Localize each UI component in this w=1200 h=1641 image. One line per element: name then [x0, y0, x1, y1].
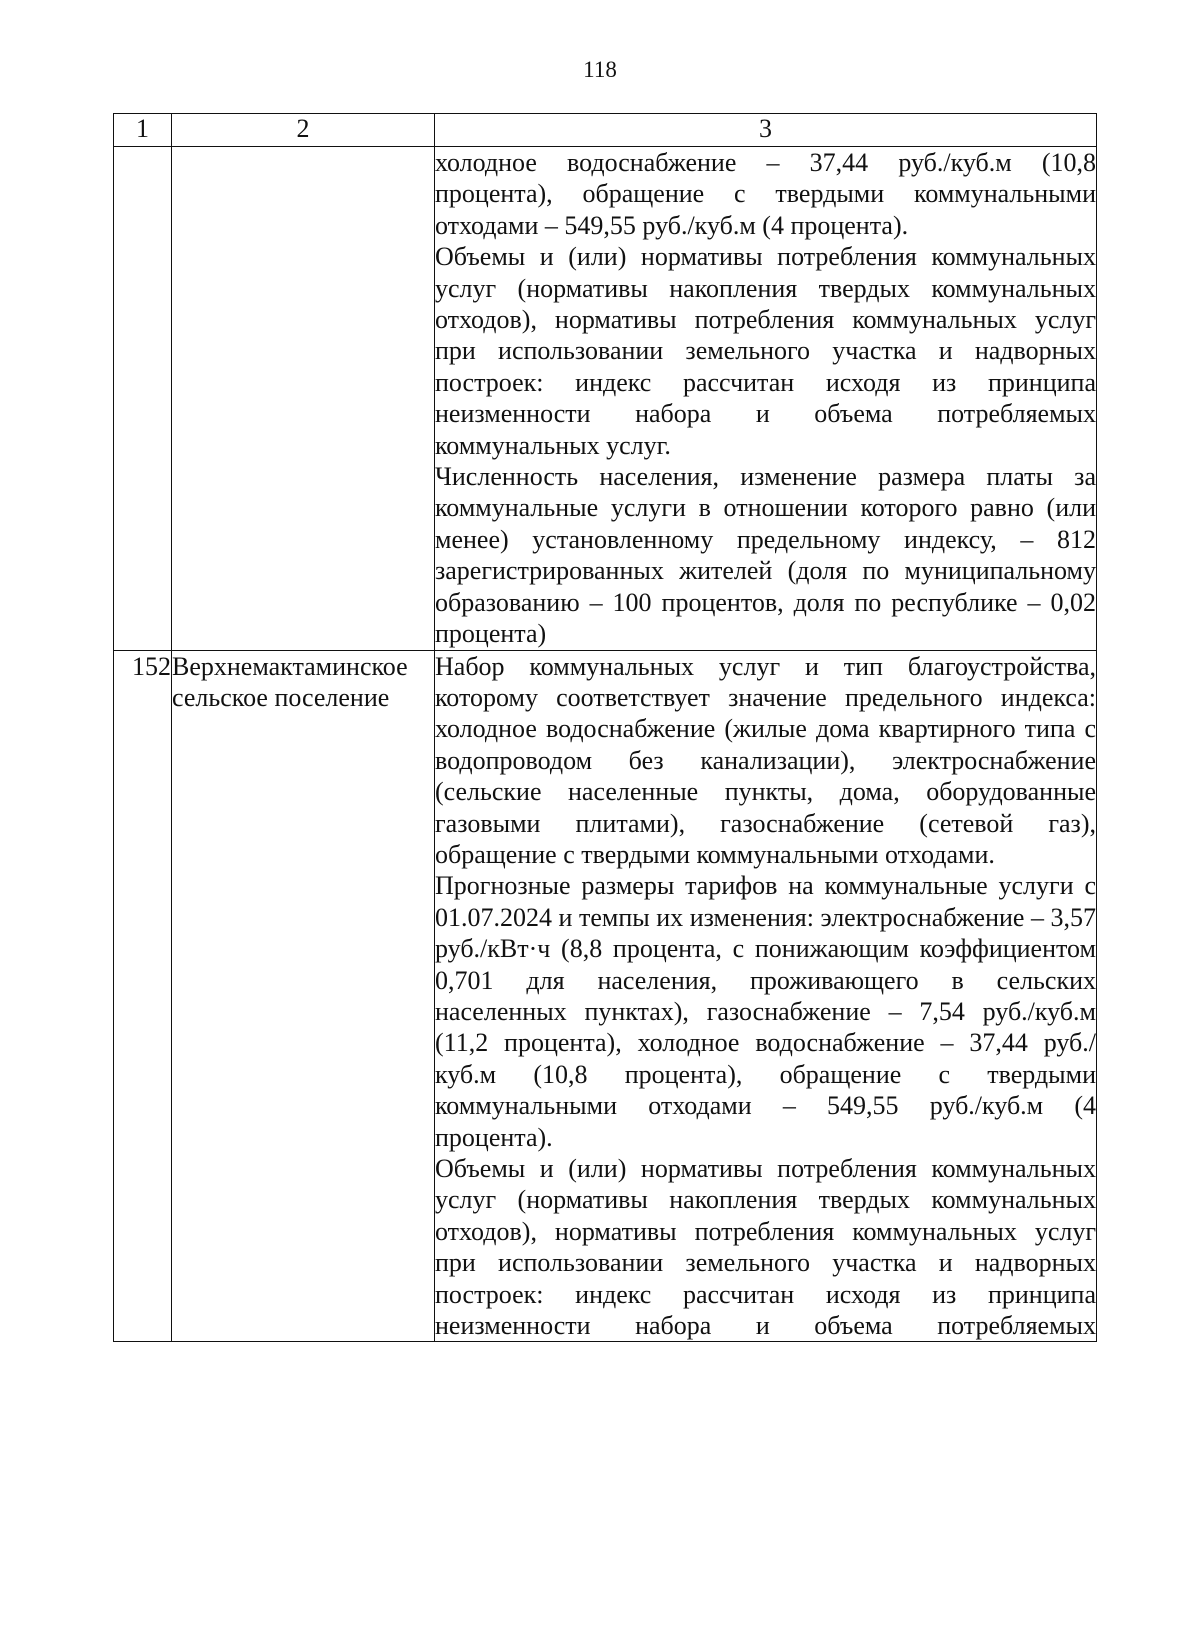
paragraph-consumption-norms: Объемы и (или) нормативы потребления коммунальных услуг (нормативы накопления твердых коммунальных отходов), нормативы потребления коммунальных услуг при использовании земельного участка и надворных построек: индекс рассчитан исходя из принципа неизменности набора и объема потребляемых: [435, 1154, 1096, 1341]
table-row-152: [114, 650, 1097, 1342]
column-header-3: 3: [435, 114, 1097, 147]
column-header-2: 2: [172, 114, 435, 147]
paragraph-tariffs-forecast: Прогнозные размеры тарифов на коммунальные услуги с 01.07.2024 и темпы их изменения: электроснабжение – 3,57 руб./кВт·ч (8,8 процента, с понижающим коэффициентом 0,701 для населения, проживающего в сельских населенных пунктах), газоснабжение – 7,54 руб./куб.м (11,2 процента), холодное водоснабжение – 37,44 руб./куб.м (10,8 процента), обращение с твердыми коммунальными отходами – 549,55 руб./куб.м (4 процента).: [435, 871, 1096, 1152]
description-cell: [435, 147, 1097, 651]
description-cell: [435, 650, 1097, 1342]
table-row-continuation: [114, 147, 1097, 651]
tariff-table: [113, 113, 1097, 1342]
row-number: [114, 147, 172, 651]
paragraph-population: Численность населения, изменение размера платы за коммунальные услуги в отношении которого равно (или менее) установленному предельному индексу, – 812 зарегистрированных жителей (доля по муниципальному образованию – 100 процентов, доля по республике – 0,02 процента): [435, 462, 1096, 649]
page-number: 118: [583, 57, 617, 82]
paragraph-consumption-norms: Объемы и (или) нормативы потребления коммунальных услуг (нормативы накопления твердых коммунальных отходов), нормативы потребления коммунальных услуг при использовании земельного участка и надворных построек: индекс рассчитан исходя из принципа неизменности набора и объема потребляемых коммунальных услуг.: [435, 242, 1096, 460]
paragraph-services-set: Набор коммунальных услуг и тип благоустройства, которому соответствует значение предельного индекса: холодное водоснабжение (жилые дома квартирного типа с водопроводом без канализации), электроснабжение (сельские населенные пункты, дома, оборудованные газовыми плитами), газоснабжение (сетевой газ), обращение с твердыми коммунальными отходами.: [435, 651, 1096, 869]
paragraph-water-waste-tariffs: холодное водоснабжение – 37,44 руб./куб.м (10,8 процента), обращение с твердыми коммунальными отходами – 549,55 руб./куб.м (4 процента).: [435, 148, 1096, 240]
table-header-row: [114, 114, 1097, 147]
column-header-1: 1: [114, 114, 172, 147]
row-number: 152: [114, 650, 172, 1342]
settlement-name: [172, 147, 435, 651]
settlement-name: Верхнемактаминское сельское поселение: [172, 650, 435, 1342]
